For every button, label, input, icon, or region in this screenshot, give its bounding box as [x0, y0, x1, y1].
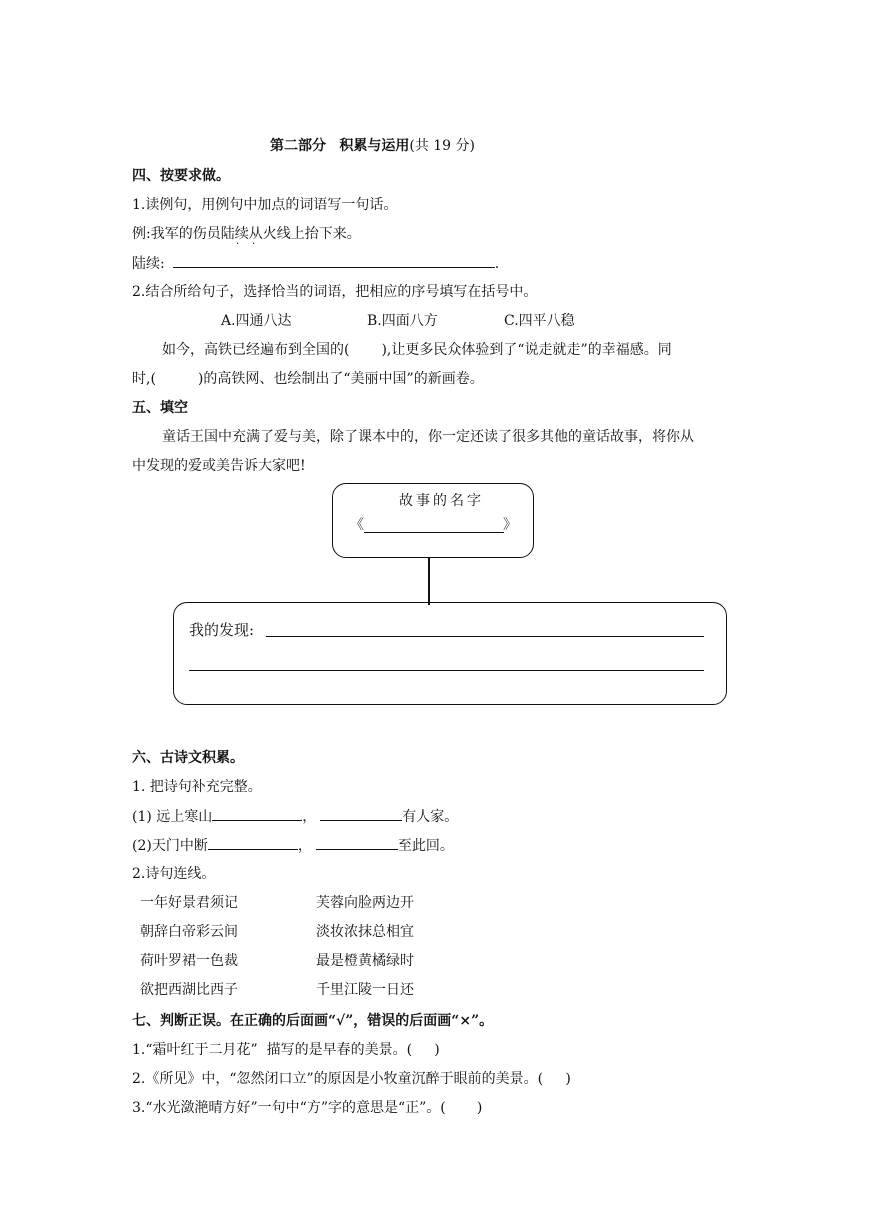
s4-q1-prompt: 1.读例句，用例句中加点的词语写一句话。 — [132, 197, 398, 213]
poem-left-item[interactable]: 欲把西湖比西子 — [140, 982, 238, 998]
story-name-label: 故事的名字 — [399, 493, 484, 509]
discovery-blank-1[interactable] — [266, 636, 704, 637]
poem-blank[interactable] — [208, 835, 298, 850]
option-c: C.四平八稳 — [504, 313, 575, 329]
poem-blank[interactable] — [320, 806, 402, 821]
poem-right-item[interactable]: 芙蓉向脸两边开 — [316, 895, 414, 911]
judge-item-2: 2.《所见》中，“忽然闭口立”的原因是小牧童沉醉于眼前的美景。( ) — [132, 1071, 571, 1087]
part-title: 第二部分 积累与运用(共 19 分) — [270, 138, 475, 154]
poem-left-item[interactable]: 荷叶罗裙一色裁 — [140, 953, 238, 969]
discovery-blank-2[interactable] — [189, 670, 704, 671]
judge-item-1: 1.“霜叶红于二月花” 描写的是早春的美景。( ) — [132, 1042, 440, 1058]
section-5-heading: 五、填空 — [132, 400, 188, 416]
s4-paragraph-line2: 时,( )的高铁网、也绘制出了“美丽中国”的新画卷。 — [132, 371, 484, 387]
emphasis-dot: · — [252, 239, 256, 250]
s4-example-sentence: 例:我军的伤员陆续从火线上抬下来。 — [132, 226, 361, 242]
s6-q1-prompt: 1. 把诗句补充完整。 — [132, 779, 262, 795]
option-b: B.四面八方 — [367, 313, 438, 329]
section-4-heading: 四、按要求做。 — [132, 168, 230, 184]
section-7-heading: 七、判断正误。在正确的后面画“√”，错误的后面画“×”。 — [132, 1013, 494, 1029]
poem-right-item[interactable]: 淡妆浓抹总相宜 — [316, 924, 414, 940]
poem-right-item[interactable]: 最是橙黄橘绿时 — [316, 953, 414, 969]
s4-paragraph-line1: 如今，高铁已经遍布到全国的( ),让更多民众体验到了“说走就走”的幸福感。同 — [162, 342, 672, 358]
poem-left-item[interactable]: 朝辞白帝彩云间 — [140, 924, 238, 940]
section-6-heading: 六、古诗文积累。 — [132, 750, 244, 766]
story-name-blank[interactable] — [364, 532, 504, 533]
poem-right-item[interactable]: 千里江陵一日还 — [316, 982, 414, 998]
emphasis-dot: · — [236, 239, 240, 250]
discovery-label: 我的发现: — [189, 621, 255, 639]
book-close-mark: 》 — [503, 517, 517, 533]
poem-fill-line-2: (2)天门中断 ， 至此回。 — [132, 835, 454, 856]
s5-paragraph-line1: 童话王国中充满了爱与美，除了课本中的，你一定还读了很多其他的童话故事，将你从 — [162, 429, 694, 445]
poem-blank[interactable] — [316, 835, 398, 850]
poem-fill-line-1: (1) 远上寒山 ， 有人家。 — [132, 806, 458, 827]
connector-line — [428, 557, 430, 605]
poem-left-item[interactable]: 一年好景君须记 — [140, 895, 238, 911]
discovery-box — [173, 602, 727, 705]
s5-paragraph-line2: 中发现的爱或美告诉大家吧! — [132, 458, 306, 474]
option-a: A.四通八达 — [221, 313, 292, 329]
s4-answer-line: 陆续: . — [132, 253, 499, 274]
poem-blank[interactable] — [212, 806, 302, 821]
judge-item-3: 3.“水光潋滟晴方好”一句中“方”字的意思是“正”。( ) — [132, 1100, 483, 1116]
answer-blank[interactable] — [173, 253, 495, 268]
book-open-mark: 《 — [350, 517, 364, 533]
s6-q2-prompt: 2.诗句连线。 — [132, 866, 216, 882]
s4-q2-prompt: 2.结合所给句子，选择恰当的词语，把相应的序号填写在括号中。 — [132, 284, 538, 300]
